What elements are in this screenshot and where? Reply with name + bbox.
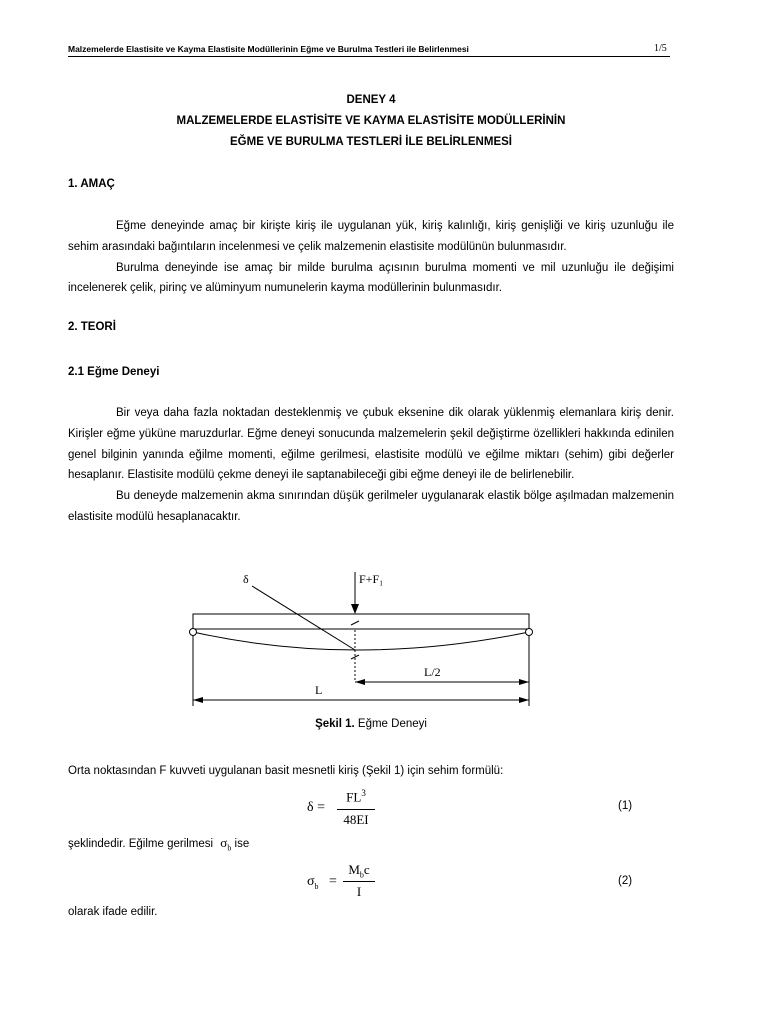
sigma-subscript: b: [227, 843, 232, 853]
center-tick-top: [351, 621, 359, 625]
eq1-fraction-bar: [337, 809, 375, 810]
sigma-symbol: σ: [220, 835, 228, 850]
eq1-numerator: [337, 788, 375, 805]
deflection-leader: [252, 586, 355, 650]
eq2-sigma: σ: [307, 874, 315, 889]
document-title-line-2: EĞME VE BURULMA TESTLERİ İLE BELİRLENMESİ: [230, 136, 512, 148]
length-label: L: [315, 683, 323, 697]
eq2-moment: M: [348, 862, 360, 877]
theory-paragraph-beams: Bir veya daha fazla noktadan desteklenmiş ve çubuk eksenine dik olarak yüklenmiş elemanlara kiriş denir. Kirişler eğme yüküne maruzdurlar. Eğme deneyi sonucunda malzemelerin şekil değiştirme özellikleri hakkında edinilen genel bilginin yanında eğilme momenti, eğilme gerilmesi, elastisite modülü ve eğilme miktarı (sehim) gibi değerler hesaplanır. Elastisite modülü çekme deneyi ile saptanabileceği gibi eğme deneyi ile de belirlenebilir.: [68, 407, 674, 482]
eq1-numerator-exponent: 3: [361, 788, 366, 798]
page-number: 1/5: [654, 43, 667, 54]
left-support-pin: [190, 629, 197, 636]
eq2-sigma-subscript: b: [314, 881, 319, 891]
deflection-curve: [193, 632, 529, 650]
figure-caption-label: Şekil 1.: [315, 718, 355, 730]
length-dim-arrow-left: [193, 697, 203, 703]
eq1-numerator-base: FL: [346, 789, 362, 805]
section-heading-theory: 2. TEORİ: [68, 321, 116, 333]
bending-stress-text-before: şeklindedir. Eğilme gerilmesi: [68, 838, 214, 850]
equation-deflection: [307, 788, 397, 832]
subsection-heading-bending-test: 2.1 Eğme Deneyi: [68, 366, 160, 378]
force-label: F+F₁: [359, 572, 384, 586]
formula-intro: Orta noktasından F kuvveti uygulanan basit mesnetli kiriş (Şekil 1) için sehim formülü:: [68, 765, 504, 777]
figure-caption: [68, 718, 674, 730]
eq2-distance: c: [363, 862, 370, 877]
beam: [193, 614, 529, 629]
eq1-denominator: 48EI: [343, 812, 369, 827]
bending-test-figure: [0, 560, 768, 720]
bending-stress-intro: [68, 835, 249, 852]
document-title-line-1: MALZEMELERDE ELASTİSİTE VE KAYMA ELASTİSİTE MODÜLLERİNİN: [176, 115, 566, 127]
half-length-label: L/2: [424, 665, 441, 679]
theory-paragraphs: [68, 403, 674, 528]
equation-1-number: (1): [618, 800, 633, 812]
eq2-fraction-bar: [343, 881, 375, 882]
closing-text: olarak ifade edilir.: [68, 906, 158, 918]
eq2-lhs: [307, 874, 319, 891]
aim-paragraphs: [68, 216, 674, 299]
figure-caption-text: Eğme Deneyi: [354, 718, 427, 730]
eq1-lhs: δ =: [307, 800, 325, 815]
header-rule: [68, 56, 670, 57]
eq2-denominator: I: [356, 884, 362, 899]
theory-paragraph-method: Bu deneyde malzemenin akma sınırından düşük gerilmeler uygulanarak elastik bölge aşılmadan malzemenin elastisite modülü hesaplanacaktır.: [68, 490, 674, 523]
section-heading-aim: 1. AMAÇ: [68, 178, 115, 190]
eq2-moment-subscript: b: [359, 870, 364, 880]
eq2-equals: =: [329, 874, 337, 889]
aim-paragraph-bending: Eğme deneyinde amaç bir kirişte kiriş ile uygulanan yük, kiriş kalınlığı, kiriş genişliği ve kiriş uzunluğu ile sehim arasındaki bağıntıların incelenmesi ve çelik malzemenin elastisite modülünün bulunmasıdır.: [68, 220, 674, 253]
half-dim-arrow-right: [519, 679, 529, 685]
experiment-number: DENEY 4: [346, 94, 396, 106]
half-dim-arrow-left: [355, 679, 365, 685]
bending-stress-text-after: ise: [234, 838, 250, 850]
right-support-pin: [526, 629, 533, 636]
running-header-title: Malzemelerde Elastisite ve Kayma Elastisite Modüllerinin Eğme ve Burulma Testleri ile Belirlenmesi: [68, 44, 469, 54]
deflection-label: δ: [243, 572, 249, 586]
eq2-numerator: [343, 862, 375, 880]
equation-2-number: (2): [618, 875, 633, 887]
force-arrow-head: [351, 604, 359, 614]
length-dim-arrow-right: [519, 697, 529, 703]
equation-bending-stress: [307, 861, 397, 905]
aim-paragraph-torsion: Burulma deneyinde ise amaç bir milde burulma açısının burulma momenti ve mil uzunluğu ile değişimi incelenerek çelik, pirinç ve alüminyum numunelerin kayma modüllerinin bulunmasıdır.: [68, 261, 674, 295]
